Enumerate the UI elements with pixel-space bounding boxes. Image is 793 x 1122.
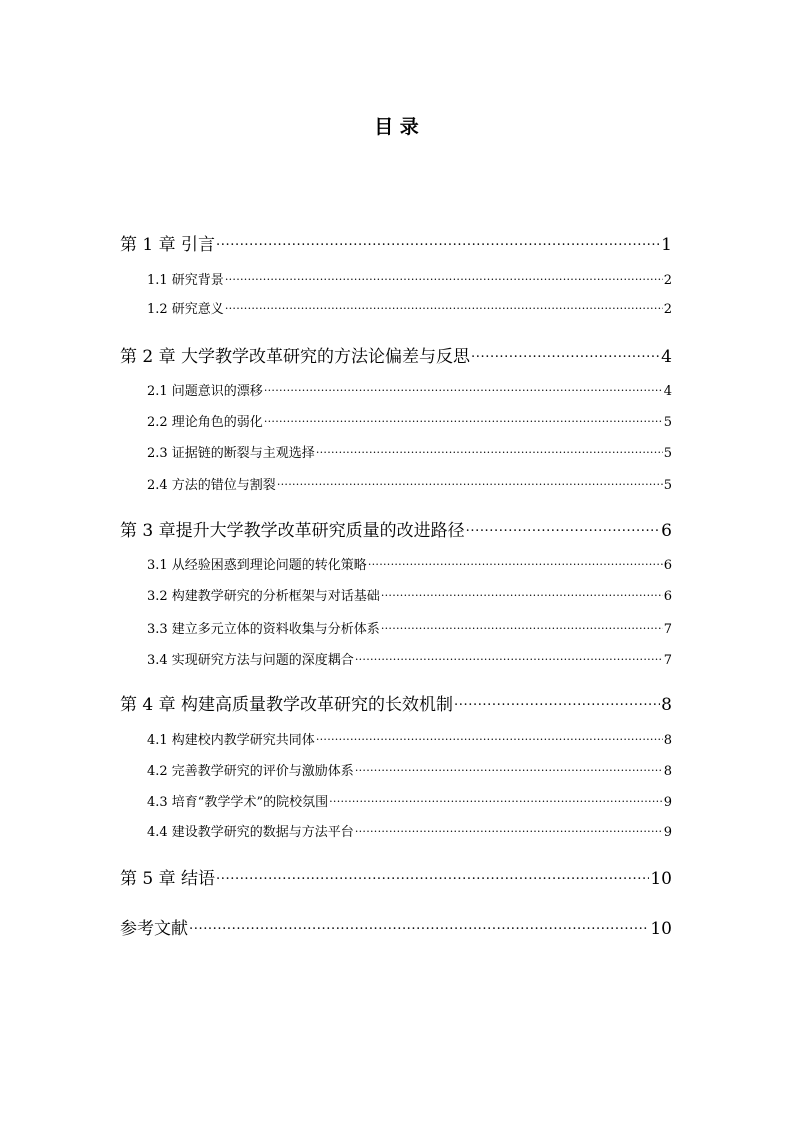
toc-page-number: 10	[650, 919, 672, 939]
toc-entry-label: 1.2 研究意义	[147, 302, 224, 317]
dot-leader	[225, 300, 663, 313]
toc-page-number: 8	[661, 695, 672, 715]
toc-page-number: 6	[663, 558, 672, 573]
dot-leader	[216, 867, 649, 884]
toc-entry-section-2-3[interactable]	[147, 442, 672, 461]
toc-entry-label: 第 2 章 大学教学改革研究的方法论偏差与反思	[120, 347, 471, 367]
toc-entry-section-4-1[interactable]	[147, 729, 672, 748]
toc-page-number: 4	[661, 347, 672, 367]
toc-entry-section-4-3[interactable]	[147, 791, 672, 810]
toc-entry-label: 第 5 章 结语	[120, 869, 216, 889]
dot-leader	[381, 587, 663, 600]
toc-entry-chapter-5[interactable]	[120, 864, 672, 889]
dot-leader	[189, 917, 649, 934]
toc-entry-label: 1.1 研究背景	[147, 273, 224, 288]
dot-leader	[277, 476, 663, 489]
toc-entry-section-1-1[interactable]	[147, 269, 672, 288]
toc-entry-label: 4.2 完善教学研究的评价与激励体系	[147, 764, 354, 779]
toc-entry-section-2-4[interactable]	[147, 474, 672, 493]
dot-leader	[216, 233, 660, 250]
toc-page-number: 8	[663, 764, 672, 779]
toc-entry-chapter-2[interactable]	[120, 342, 672, 367]
toc-entry-label: 3.4 实现研究方法与问题的深度耦合	[147, 653, 354, 668]
dot-leader	[368, 556, 663, 569]
dot-leader	[329, 793, 663, 806]
dot-leader	[471, 345, 660, 362]
toc-entry-label: 4.4 建设教学研究的数据与方法平台	[147, 825, 354, 840]
toc-page-number: 7	[663, 622, 672, 637]
toc-page-number: 9	[663, 795, 672, 810]
dot-leader	[381, 620, 663, 633]
toc-entry-label: 2.1 问题意识的漂移	[147, 384, 263, 399]
toc-entry-chapter-1[interactable]	[120, 230, 672, 255]
toc-entry-section-3-2[interactable]	[147, 585, 672, 604]
toc-page-number: 7	[663, 653, 672, 668]
dot-leader	[466, 519, 661, 536]
toc-entry-label: 3.1 从经验困惑到理论问题的转化策略	[147, 558, 367, 573]
dot-leader	[225, 271, 663, 284]
toc-title: 目 录	[374, 116, 419, 138]
toc-entry-section-2-1[interactable]	[147, 380, 672, 399]
dot-leader	[355, 651, 663, 664]
toc-entry-section-3-3[interactable]	[147, 618, 672, 637]
dot-leader	[264, 413, 663, 426]
toc-page-number: 5	[663, 415, 672, 430]
toc-page-number: 2	[663, 302, 672, 317]
dot-leader	[264, 382, 663, 395]
toc-entry-chapter-4[interactable]	[120, 690, 672, 715]
dot-leader	[454, 693, 660, 710]
toc-entry-label: 4.3 培育“教学学术”的院校氛围	[147, 795, 329, 810]
toc-entry-label: 2.3 证据链的断裂与主观选择	[147, 446, 315, 461]
toc-entry-label: 第 3 章提升大学教学改革研究质量的改进路径	[120, 521, 465, 541]
toc-entry-chapter-3[interactable]	[120, 516, 672, 541]
toc-page-number: 4	[663, 384, 672, 399]
toc-entry-section-3-1[interactable]	[147, 554, 672, 573]
toc-page-number: 6	[663, 589, 672, 604]
toc-entry-section-4-4[interactable]	[147, 821, 672, 840]
toc-entry-label: 2.2 理论角色的弱化	[147, 415, 263, 430]
toc-entry-section-4-2[interactable]	[147, 760, 672, 779]
toc-entry-label: 2.4 方法的错位与割裂	[147, 478, 276, 493]
dot-leader	[355, 762, 663, 775]
toc-entry-label: 第 4 章 构建高质量教学改革研究的长效机制	[120, 695, 454, 715]
toc-page-number: 9	[663, 825, 672, 840]
toc-entry-section-3-4[interactable]	[147, 649, 672, 668]
toc-entry-label: 3.2 构建教学研究的分析框架与对话基础	[147, 589, 380, 604]
toc-page-number: 5	[663, 478, 672, 493]
dot-leader	[316, 731, 663, 744]
toc-entry-section-1-2[interactable]	[147, 298, 672, 317]
toc-page-number: 1	[661, 235, 672, 255]
toc-entry-label: 3.3 建立多元立体的资料收集与分析体系	[147, 622, 380, 637]
toc-entry-section-2-2[interactable]	[147, 411, 672, 430]
toc-entry-label: 第 1 章 引言	[120, 235, 216, 255]
toc-page-number: 5	[663, 446, 672, 461]
toc-page-number: 10	[650, 869, 672, 889]
toc-entry-label: 4.1 构建校内教学研究共同体	[147, 733, 315, 748]
toc-entry-label: 参考文献	[120, 919, 188, 939]
toc-page-number: 6	[661, 521, 672, 541]
dot-leader	[355, 823, 663, 836]
toc-entry-references[interactable]	[120, 914, 672, 939]
toc-page-number: 8	[663, 733, 672, 748]
dot-leader	[316, 444, 663, 457]
toc-page-number: 2	[663, 273, 672, 288]
